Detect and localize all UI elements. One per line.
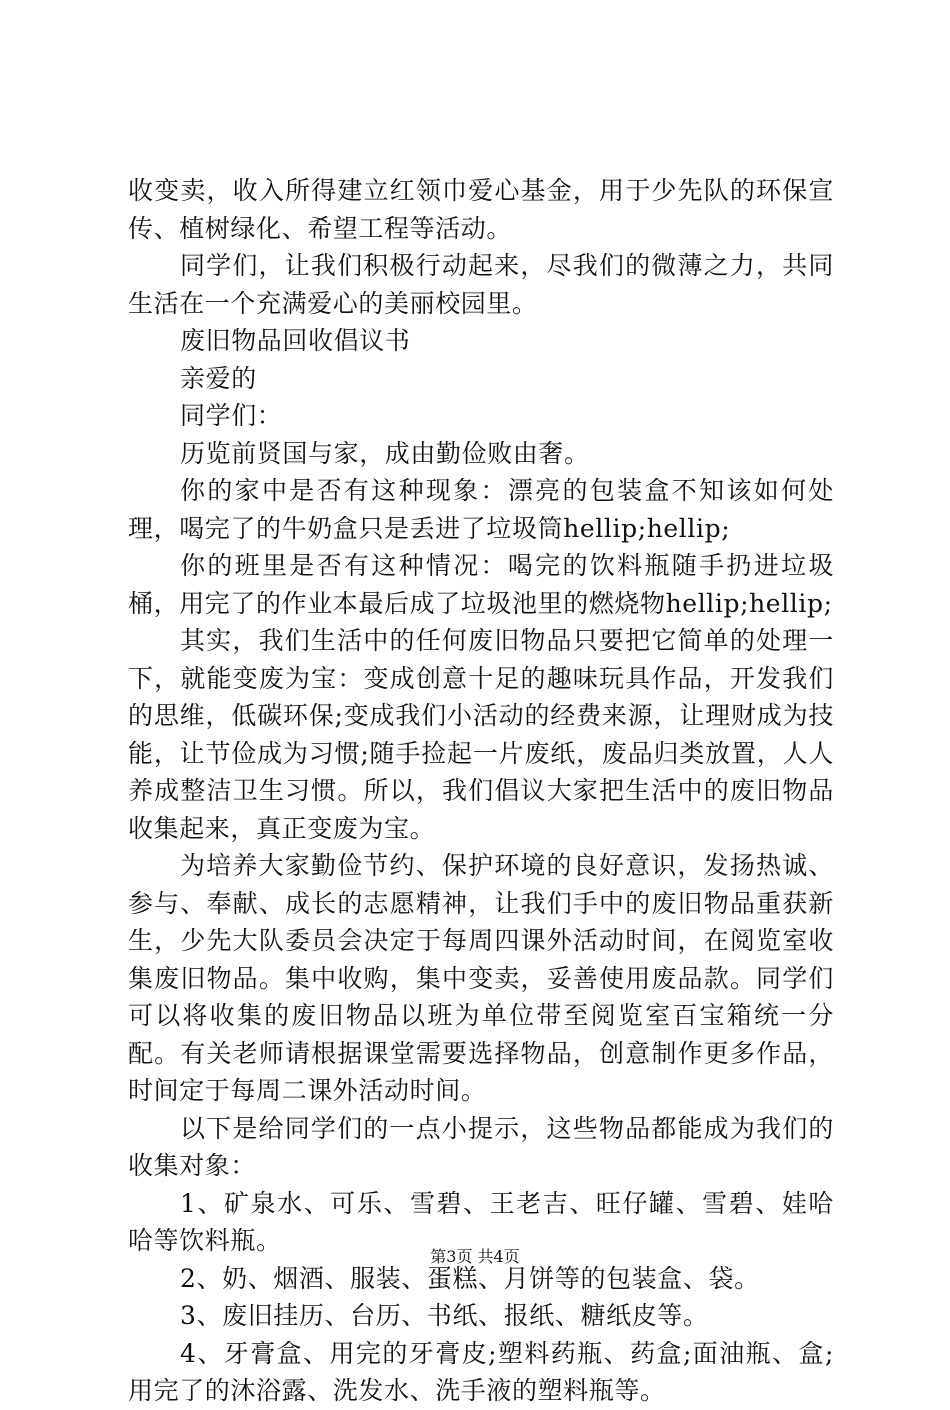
paragraph-10: 为培养大家勤俭节约、保护环境的良好意识，发扬热诚、参与、奉献、成长的志愿精神，让我们手中的废旧物品重获新生，少先大队委员会决定于每周四课外活动时间，在阅览室收集废旧物品。集中收购，集中变卖，妥善使用废品款。同学们可以将收集的废旧物品以班为单位带至阅览室百宝箱统一分配。有关老师请根据课堂需要选择物品，创意制作更多作品，时间定于每周二课外活动时间。 (128, 851, 834, 1105)
paragraph-7: 你的家中是否有这种现象：漂亮的包装盒不知该如何处理，喝完了的牛奶盒只是丢进了垃圾筒hellip;hellip; (128, 476, 834, 543)
list-item-2: 2、奶、烟酒、服装、蛋糕、月饼等的包装盒、袋。 (180, 1263, 760, 1293)
paragraph-4-salutation: 亲爱的 (180, 363, 257, 393)
page-number-footer: 第3页 共4页 (430, 1247, 520, 1266)
list-item-3: 3、废旧挂历、台历、书纸、报纸、糖纸皮等。 (180, 1301, 709, 1330)
list-item-1: 1、矿泉水、可乐、雪碧、王老吉、旺仔罐、雪碧、娃哈哈等饮料瓶。 (128, 1188, 834, 1255)
paragraph-5-salutation: 同学们： (180, 401, 283, 430)
document-body (128, 172, 834, 1410)
paragraph-2: 同学们，让我们积极行动起来，尽我们的微薄之力，共同生活在一个充满爱心的美丽校园里。 (128, 251, 834, 318)
paragraph-8: 你的班里是否有这种情况：喝完的饮料瓶随手扔进垃圾桶，用完了的作业本最后成了垃圾池里的燃烧物hellip;hellip; (128, 551, 834, 618)
paragraph-9: 其实，我们生活中的任何废旧物品只要把它简单的处理一下，就能变废为宝：变成创意十足的趣味玩具作品，开发我们的思维，低碳环保;变成我们小活动的经费来源，让理财成为技能，让节俭成为习惯;随手捡起一片废纸，废品归类放置，人人养成整洁卫生习惯。所以，我们倡议大家把生活中的废旧物品收集起来，真正变废为宝。 (128, 626, 834, 843)
list-item-4: 4、牙膏盒、用完的牙膏皮;塑料药瓶、药盒;面油瓶、盒;用完了的沐浴露、洗发水、洗手液的塑料瓶等。 (128, 1338, 834, 1405)
paragraph-1: 收变卖，收入所得建立红领巾爱心基金，用于少先队的环保宣传、植树绿化、希望工程等活动。 (128, 176, 834, 243)
paragraph-3-title: 废旧物品回收倡议书 (180, 326, 411, 355)
paragraph-6: 历览前贤国与家，成由勤俭败由奢。 (180, 438, 590, 468)
paragraph-11: 以下是给同学们的一点小提示，这些物品都能成为我们的收集对象： (128, 1113, 834, 1180)
